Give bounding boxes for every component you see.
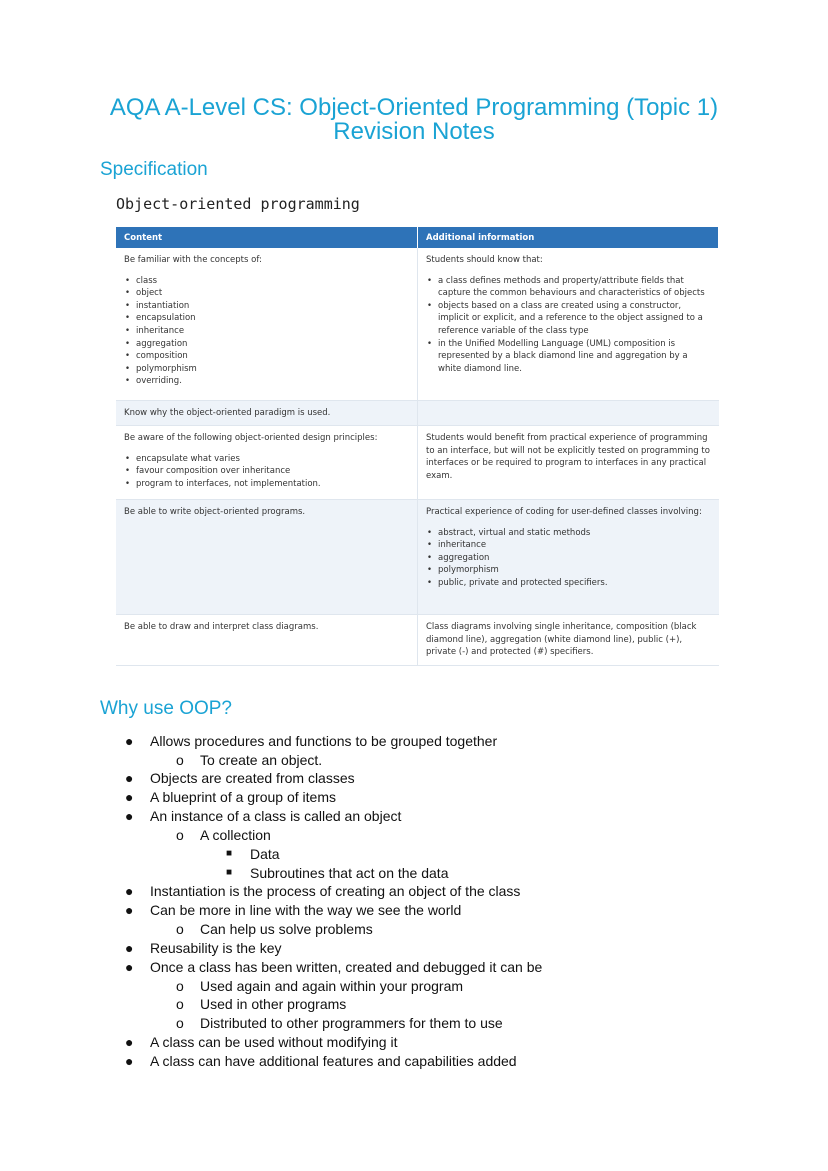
list-item: Can help us solve problems xyxy=(200,921,373,937)
header-content: Content xyxy=(116,227,418,248)
list-item: Instantiation is the process of creating an object of the class xyxy=(150,883,521,899)
table-cell-info xyxy=(418,500,719,615)
list-item: A class can have additional features and capabilities added xyxy=(150,1053,517,1069)
table-cell-info: Students would benefit from practical experience of programming to an interface, but will not be explicitly tested on programming to interfaces or be required to program to interfaces in any practical exam. xyxy=(418,426,719,500)
table-cell-content xyxy=(116,248,418,400)
table-header-row xyxy=(116,227,719,248)
cell-list xyxy=(124,275,409,388)
specification-table xyxy=(116,227,719,666)
table-cell-content: Know why the object-oriented paradigm is used. xyxy=(116,400,418,426)
list-item: A blueprint of a group of items xyxy=(150,789,336,805)
list-item: Allows procedures and functions to be grouped together xyxy=(150,733,498,749)
cell-list xyxy=(426,527,711,590)
spec-subtitle: Object-oriented programming xyxy=(116,195,360,213)
cell-list xyxy=(426,275,711,376)
list-item: • inheritance xyxy=(136,325,409,338)
list-item: Reusability is the key xyxy=(150,940,282,956)
list-item: • class xyxy=(136,275,409,288)
title-line-1: AQA A-Level CS: Object-Oriented Programming (Topic 1) xyxy=(109,94,719,121)
table-cell-content: Be able to draw and interpret class diagrams. xyxy=(116,615,418,666)
table-cell-content xyxy=(116,426,418,500)
cell-text: Practical experience of coding for user-defined classes involving: xyxy=(426,507,702,518)
list-item: Objects are created from classes xyxy=(150,770,355,786)
table-cell-info: Class diagrams involving single inheritance, composition (black diamond line), aggregation (white diamond line), public (+), private (-) and protected (#) specifiers. xyxy=(418,615,719,666)
list-item: • object xyxy=(136,287,409,300)
list-item: • aggregation xyxy=(438,552,711,565)
table-cell-info xyxy=(418,248,719,400)
table-row xyxy=(116,248,719,400)
title-line-2: Revision Notes xyxy=(333,118,495,145)
list-item: Once a class has been written, created and debugged it can be xyxy=(150,959,543,975)
cell-text: Be familiar with the concepts of: xyxy=(124,255,262,265)
list-item: • favour composition over inheritance xyxy=(136,465,409,478)
list-item: • polymorphism xyxy=(438,564,711,577)
table-row xyxy=(116,500,719,615)
cell-text: Students should know that: xyxy=(426,255,543,265)
list-item: • abstract, virtual and static methods xyxy=(438,527,711,540)
list-item: Distributed to other programmers for them to use xyxy=(200,1015,503,1031)
list-item: Can be more in line with the way we see the world xyxy=(150,902,462,918)
cell-text: Be aware of the following object-oriented design principles: xyxy=(124,433,378,444)
specification-heading: Specification xyxy=(100,159,208,180)
list-item: • composition xyxy=(136,350,409,363)
header-info: Additional information xyxy=(418,227,719,248)
list-item: • a class defines methods and property/attribute fields that capture the common behaviours and characteristics of objects xyxy=(438,275,711,300)
list-item: A collection xyxy=(200,827,271,843)
list-item: • encapsulate what varies xyxy=(136,453,409,466)
list-item: • polymorphism xyxy=(136,363,409,376)
why-oop-heading: Why use OOP? xyxy=(100,698,232,719)
page-title xyxy=(0,96,828,144)
list-item: Data xyxy=(250,846,280,862)
list-item: Subroutines that act on the data xyxy=(250,865,449,881)
list-item: A class can be used without modifying it xyxy=(150,1034,398,1050)
list-item: • aggregation xyxy=(136,338,409,351)
list-item: An instance of a class is called an object xyxy=(150,808,402,824)
cell-list xyxy=(124,453,409,491)
list-item: • encapsulation xyxy=(136,312,409,325)
table-cell-info xyxy=(418,400,719,426)
table-row xyxy=(116,615,719,666)
list-item: • program to interfaces, not implementation. xyxy=(136,478,409,491)
list-item: • in the Unified Modelling Language (UML) composition is represented by a black diamond line and aggregation by a white diamond line. xyxy=(438,338,711,376)
list-item: • instantiation xyxy=(136,300,409,313)
list-item: • public, private and protected specifiers. xyxy=(438,577,711,590)
list-item: Used again and again within your program xyxy=(200,978,464,994)
table-row xyxy=(116,400,719,426)
list-item: Used in other programs xyxy=(200,996,347,1012)
list-item: • objects based on a class are created using a constructor, implicit or explicit, and a reference to the object assigned to a reference variable of the class type xyxy=(438,300,711,338)
list-item: • overriding. xyxy=(136,375,409,388)
list-item: To create an object. xyxy=(200,752,323,768)
list-item: • inheritance xyxy=(438,539,711,552)
table-cell-content: Be able to write object-oriented programs. xyxy=(116,500,418,615)
table-row xyxy=(116,426,719,500)
